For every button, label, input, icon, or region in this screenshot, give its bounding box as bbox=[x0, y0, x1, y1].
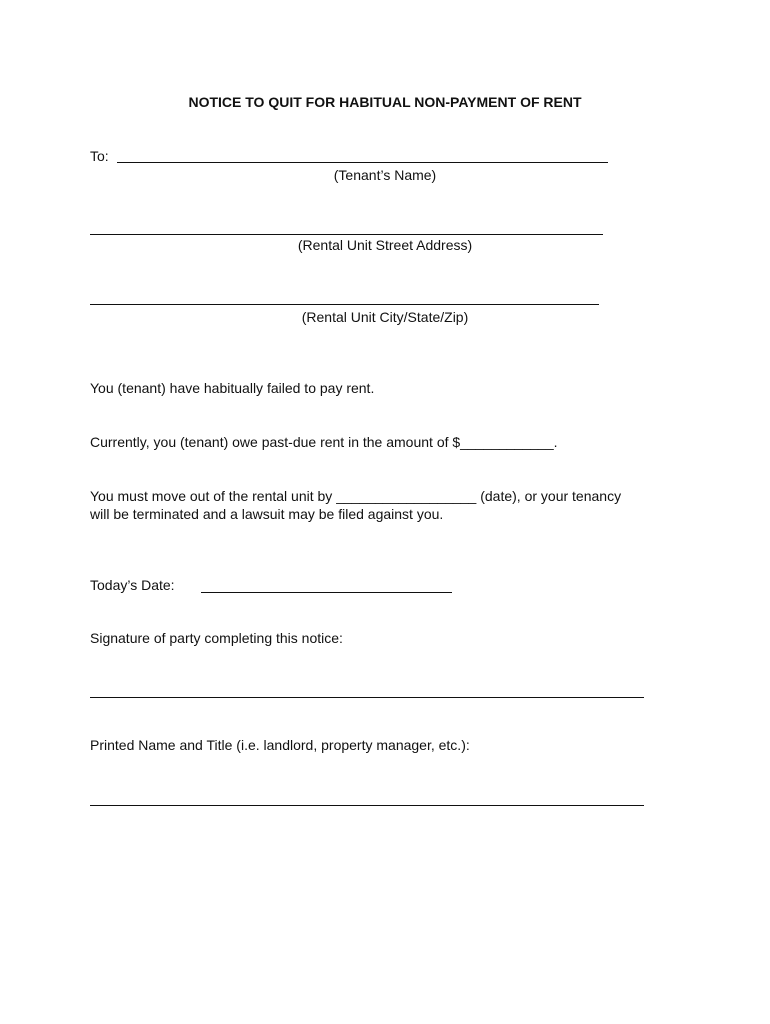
move-out-suffix: (date), or your tenancy bbox=[476, 488, 622, 504]
tenant-name-field[interactable] bbox=[117, 162, 608, 163]
signature-field[interactable] bbox=[90, 697, 644, 698]
move-out-statement bbox=[90, 487, 621, 505]
printed-name-label: Printed Name and Title (i.e. landlord, property manager, etc.): bbox=[90, 737, 470, 753]
to-label: To: bbox=[90, 148, 109, 164]
past-due-statement bbox=[90, 433, 558, 451]
todays-date-label: Today’s Date: bbox=[90, 577, 175, 593]
signature-label: Signature of party completing this notice: bbox=[90, 630, 343, 646]
move-out-prefix: You must move out of the rental unit by bbox=[90, 488, 337, 504]
city-state-zip-caption: (Rental Unit City/State/Zip) bbox=[301, 309, 469, 325]
past-due-prefix: Currently, you (tenant) owe past-due rent in the amount of $ bbox=[90, 434, 461, 450]
past-due-amount-field[interactable]: ____________ bbox=[460, 434, 554, 450]
todays-date-field[interactable] bbox=[201, 592, 452, 593]
tenant-name-caption: (Tenant’s Name) bbox=[333, 167, 437, 183]
street-address-field[interactable] bbox=[90, 234, 603, 235]
move-out-statement-line2: will be terminated and a lawsuit may be filed against you. bbox=[90, 506, 444, 522]
printed-name-field[interactable] bbox=[90, 805, 644, 806]
habitual-nonpayment-statement: You (tenant) have habitually failed to pay rent. bbox=[90, 380, 375, 396]
move-out-date-field[interactable]: __________________ bbox=[336, 488, 477, 504]
document-title: NOTICE TO QUIT FOR HABITUAL NON-PAYMENT OF RENT bbox=[188, 94, 582, 110]
past-due-suffix: . bbox=[553, 434, 558, 450]
city-state-zip-field[interactable] bbox=[90, 304, 599, 305]
street-address-caption: (Rental Unit Street Address) bbox=[297, 237, 473, 253]
